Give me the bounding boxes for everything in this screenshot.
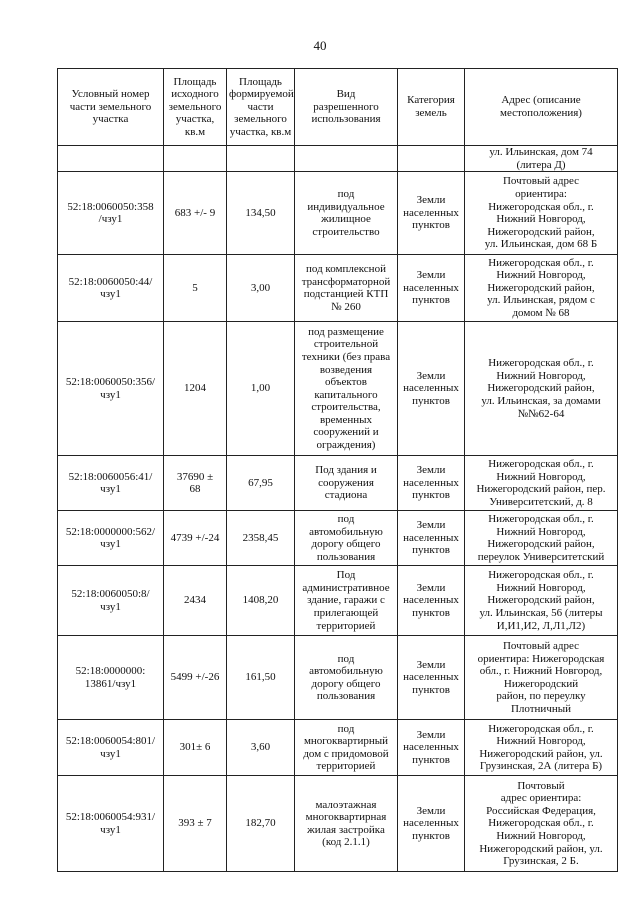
cell-permitted-use: Под административное здание, гаражи с прилегающей территорией — [295, 566, 398, 636]
cell-part-area: 67,95 — [227, 456, 295, 511]
cell-source-area: 4739 +/-24 — [164, 511, 227, 566]
cell-land-category: Земли населенных пунктов — [398, 172, 465, 255]
cell-permitted-use: под комплексной трансформаторной подстанцией КТП № 260 — [295, 255, 398, 322]
cell-permitted-use: под многоквартирный дом с придомовой территорией — [295, 720, 398, 776]
cell-parcel-number: 52:18:0060050:44/ чзу1 — [58, 255, 164, 322]
cell-parcel-number: 52:18:0060050:8/ чзу1 — [58, 566, 164, 636]
cell-parcel-number: 52:18:0060056:41/ чзу1 — [58, 456, 164, 511]
cell-part-area: 161,50 — [227, 636, 295, 720]
cell-part-area: 1408,20 — [227, 566, 295, 636]
cell-address: Нижегородская обл., г. Нижний Новгород, Нижегородский район, ул. Ильинская, рядом с домом № 68 — [465, 255, 618, 322]
header-parcel-number: Условный номер части земельного участка — [58, 69, 164, 146]
cell-parcel-number: 52:18:0000000:562/ чзу1 — [58, 511, 164, 566]
cell-address: Нижегородская обл., г. Нижний Новгород, Нижегородский район, ул. Ильинская, за домами №№62-64 — [465, 322, 618, 456]
cell-source-area: 1204 — [164, 322, 227, 456]
cell-part-area: 2358,45 — [227, 511, 295, 566]
cell-part-area — [227, 146, 295, 172]
cell-land-category: Земли населенных пунктов — [398, 255, 465, 322]
cell-source-area: 37690 ± 68 — [164, 456, 227, 511]
cell-address: Нижегородская обл., г. Нижний Новгород, Нижегородский район, ул. Грузинская, 2А (литера Б) — [465, 720, 618, 776]
cell-part-area: 182,70 — [227, 776, 295, 872]
cell-land-category: Земли населенных пунктов — [398, 636, 465, 720]
table-header-row — [58, 69, 618, 146]
cell-land-category: Земли населенных пунктов — [398, 511, 465, 566]
cell-address: Почтовый адрес ориентира: Нижегородская обл., г. Нижний Новгород, Нижегородский район, ул. Ильинская, дом 68 Б — [465, 172, 618, 255]
table-row — [58, 566, 618, 636]
cell-address: Нижегородская обл., г. Нижний Новгород, Нижегородский район, переулок Университетский — [465, 511, 618, 566]
cell-source-area: 2434 — [164, 566, 227, 636]
cell-permitted-use: под автомобильную дорогу общего пользования — [295, 636, 398, 720]
cell-permitted-use: малоэтажная многоквартирная жилая застройка (код 2.1.1) — [295, 776, 398, 872]
cell-land-category: Земли населенных пунктов — [398, 776, 465, 872]
cell-permitted-use — [295, 146, 398, 172]
cell-parcel-number: 52:18:0060054:801/ чзу1 — [58, 720, 164, 776]
cell-address: Почтовый адрес ориентира: Российская Федерация, Нижегородская обл., г. Нижний Новгород, Нижегородский район, ул. Грузинская, 2 Б. — [465, 776, 618, 872]
cell-land-category: Земли населенных пунктов — [398, 566, 465, 636]
cell-land-category: Земли населенных пунктов — [398, 720, 465, 776]
cell-source-area: 5 — [164, 255, 227, 322]
header-permitted-use: Вид разрешенного использования — [295, 69, 398, 146]
cell-address: Нижегородская обл., г. Нижний Новгород, Нижегородский район, ул. Ильинская, 56 (литеры И,И1,И2, Л,Л1,Л2) — [465, 566, 618, 636]
cell-part-area: 3,00 — [227, 255, 295, 322]
table-row — [58, 456, 618, 511]
table-row — [58, 636, 618, 720]
header-address: Адрес (описание местоположения) — [465, 69, 618, 146]
cell-source-area — [164, 146, 227, 172]
cell-part-area: 3,60 — [227, 720, 295, 776]
cell-parcel-number: 52:18:0060054:931/ чзу1 — [58, 776, 164, 872]
cell-land-category: Земли населенных пунктов — [398, 456, 465, 511]
cell-permitted-use: под индивидуальное жилищное строительство — [295, 172, 398, 255]
cell-parcel-number — [58, 146, 164, 172]
cell-land-category — [398, 146, 465, 172]
table-row — [58, 511, 618, 566]
table-row — [58, 776, 618, 872]
cell-land-category: Земли населенных пунктов — [398, 322, 465, 456]
cell-part-area: 1,00 — [227, 322, 295, 456]
cell-source-area: 683 +/- 9 — [164, 172, 227, 255]
page-number: 40 — [313, 38, 327, 53]
cell-source-area: 301± 6 — [164, 720, 227, 776]
cell-parcel-number: 52:18:0060050:358 /чзу1 — [58, 172, 164, 255]
cell-source-area: 5499 +/-26 — [164, 636, 227, 720]
cell-parcel-number: 52:18:0060050:356/ чзу1 — [58, 322, 164, 456]
table-body — [58, 146, 618, 872]
cell-permitted-use: под размещение строительной техники (без права возведения объектов капитального строительства, временных сооружений и ограждения) — [295, 322, 398, 456]
cell-address: Почтовый адрес ориентира: Нижегородская обл., г. Нижний Новгород, Нижегородский район, по переулку Плотничный — [465, 636, 618, 720]
header-part-area: Площадь формируемой части земельного участка, кв.м — [227, 69, 295, 146]
cell-address: Нижегородская обл., г. Нижний Новгород, Нижегородский район, пер. Университетский, д. 8 — [465, 456, 618, 511]
table-row — [58, 255, 618, 322]
table-row — [58, 146, 618, 172]
cell-permitted-use: под автомобильную дорогу общего пользования — [295, 511, 398, 566]
table-row — [58, 172, 618, 255]
cell-part-area: 134,50 — [227, 172, 295, 255]
cell-parcel-number: 52:18:0000000: 13861/чзу1 — [58, 636, 164, 720]
table-row — [58, 720, 618, 776]
header-land-category: Категория земель — [398, 69, 465, 146]
header-source-area: Площадь исходного земельного участка, кв.м — [164, 69, 227, 146]
land-parcel-table — [57, 68, 618, 872]
cell-source-area: 393 ± 7 — [164, 776, 227, 872]
table-row — [58, 322, 618, 456]
cell-address: ул. Ильинская, дом 74 (литера Д) — [465, 146, 618, 172]
cell-permitted-use: Под здания и сооружения стадиона — [295, 456, 398, 511]
